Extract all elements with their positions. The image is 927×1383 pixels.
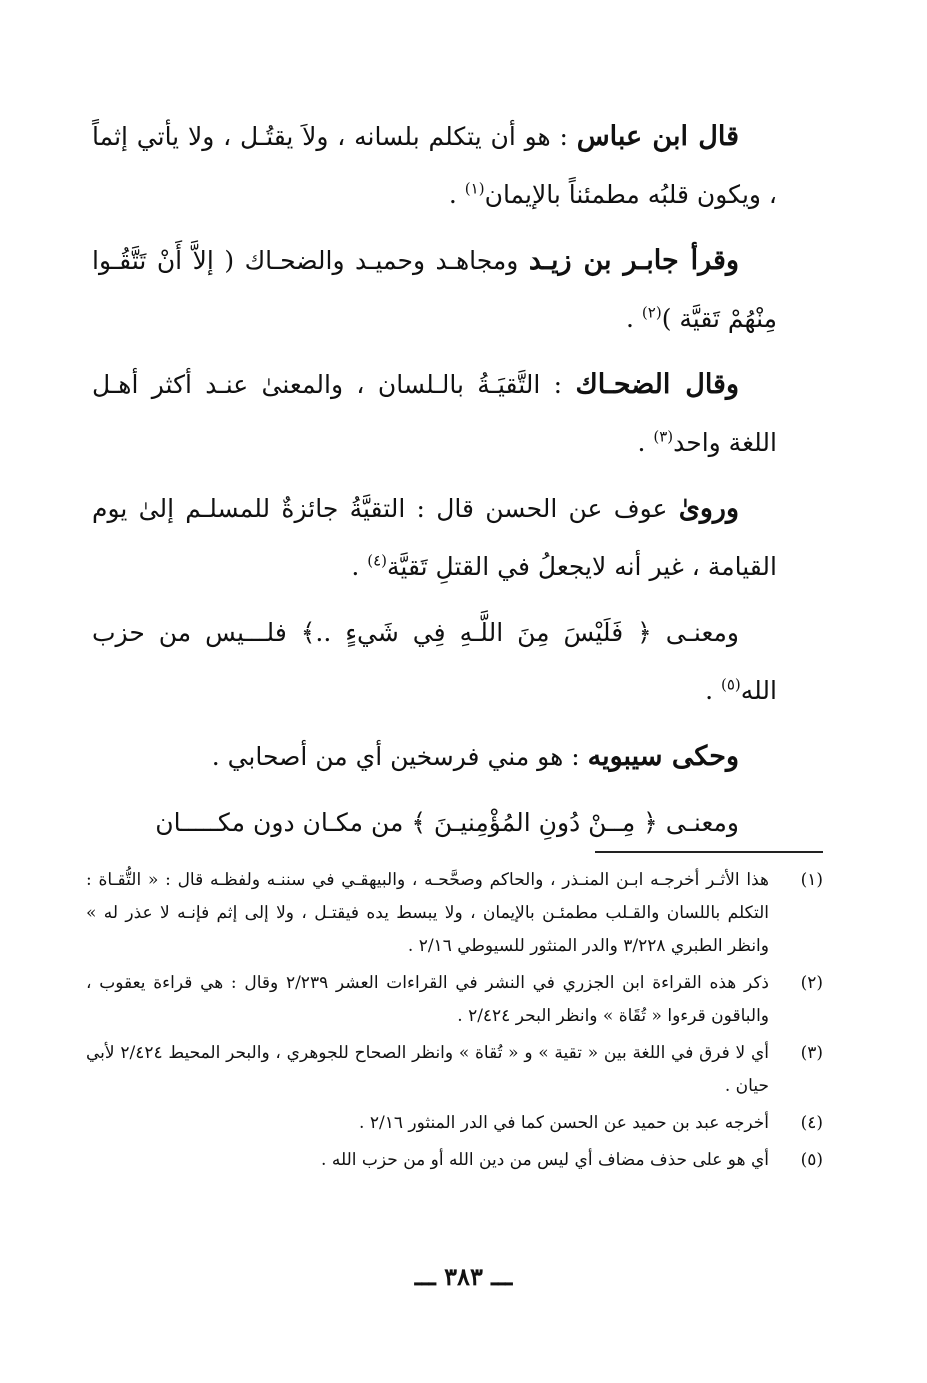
footnote-ref: (١) xyxy=(464,179,485,198)
footnote-number: (٤) xyxy=(800,1113,823,1133)
speaker-name: وحكى سيبويه xyxy=(587,741,739,772)
footnote-text: أي لا فرق في اللغة بين « تقية » و « تُقاة » وانظر الصحاح للجوهري ، والبحر المحيط ٢/٤٢٤ لأبي حيان . xyxy=(86,1043,769,1096)
paragraph-4 xyxy=(92,480,777,596)
speaker-name: وقرأ جابـر بن زيـد xyxy=(528,245,739,276)
footnote-ref: (٤) xyxy=(367,551,388,570)
paragraph-6 xyxy=(92,728,777,786)
footnote-text: هذا الأثـر أخرجـه ابـن المنـذر ، والحاكم وصحَّحـه ، والبيهقـي في سننـه ولفظـه قال : « التُّقـاة : التكلم باللسان والقـلب مطمئـن بالإيمان ، ولا يبسط يده فيقتـل ، ولا إلى إثم فإنـه لا عذر له » وانظر الطبري ٣/٢٢٨ والدر المنثور للسيوطي ٢/١٦ . xyxy=(86,870,769,956)
page-number: ـــ ٣٨٣ ـــ xyxy=(414,1262,513,1291)
main-text xyxy=(92,108,777,860)
footnote-text: أي هو على حذف مضاف أي ليس من دين الله أو من حزب الله . xyxy=(321,1150,769,1170)
paragraph-text: : هو أن يتكلم بلسانه ، ولاَ يقتُـل ، ولا يأتي إثماً ، ويكون قلبُه مطمئناً بالإيمان xyxy=(92,122,777,209)
paragraph-text: عوف عن الحسن قال : التقيَّةُ جائزةٌ للمسلـم إلىٰ يوم القيامة ، غير أنه لايجعلُ في القتلِ تَقيَّة xyxy=(92,494,777,581)
footnote-divider xyxy=(595,851,823,853)
footnote-item xyxy=(86,1107,823,1140)
paragraph-end: . xyxy=(351,552,368,581)
paragraph-end: . xyxy=(705,676,721,705)
paragraph-text: ومعنـى ﴿ مِــنْ دُونِ المُؤْمِنيـنَ ﴾ من مكـان دون مكـــــان xyxy=(155,808,739,837)
footnote-ref: (٢) xyxy=(641,303,662,322)
paragraph-text: : هو مني فرسخين أي من أصحابي . xyxy=(211,742,588,771)
footnote-number: (١) xyxy=(800,870,823,890)
paragraph-7 xyxy=(92,794,777,852)
footnote-item xyxy=(86,967,823,1033)
speaker-name: قال ابن عباس xyxy=(576,121,739,152)
footnote-number: (٥) xyxy=(800,1150,823,1170)
paragraph-text: ومجاهـد وحميـد والضحـاك ( إلاَّ أَنْ تَتَّقُـوا مِنْهُمْ تَقيَّة ) xyxy=(92,246,777,333)
footnotes xyxy=(86,864,823,1181)
footnote-number: (٣) xyxy=(800,1043,823,1063)
paragraph-2 xyxy=(92,232,777,348)
footnote-item xyxy=(86,864,823,963)
paragraph-end: . xyxy=(626,304,642,333)
speaker-name: وقال الضحـاك xyxy=(575,369,739,400)
footnote-number: (٢) xyxy=(800,973,823,993)
footnote-item xyxy=(86,1037,823,1103)
paragraph-end: . xyxy=(637,428,654,457)
paragraph-text: ومعنـى ﴿ فَلَيْسَ مِنَ اللَّـهِ فِي شَيءٍ ..﴾ فلـــيس من حزب الله xyxy=(92,618,777,705)
footnote-item xyxy=(86,1144,823,1177)
paragraph-text: : التَّقيَـةُ بالـلسان ، والمعنىٰ عنـد أكثر أهـل اللغة واحد xyxy=(92,370,777,457)
footnote-text: أخرجه عبد بن حميد عن الحسن كما في الدر المنثور ٢/١٦ . xyxy=(359,1113,769,1133)
footnote-text: ذكر هذه القراءة ابن الجزري في النشر في القراءات العشر ٢/٢٣٩ وقال : هي قراءة يعقوب ، والباقون قرءوا « تُقَاة » وانظر البحر ٢/٤٢٤ . xyxy=(86,973,769,1026)
speaker-name: وروىٰ xyxy=(678,493,739,524)
paragraph-end: . xyxy=(448,180,465,209)
paragraph-5 xyxy=(92,604,777,720)
footnote-ref: (٣) xyxy=(653,427,674,446)
paragraph-3 xyxy=(92,356,777,472)
footnote-ref: (٥) xyxy=(720,675,741,694)
paragraph-1 xyxy=(92,108,777,224)
